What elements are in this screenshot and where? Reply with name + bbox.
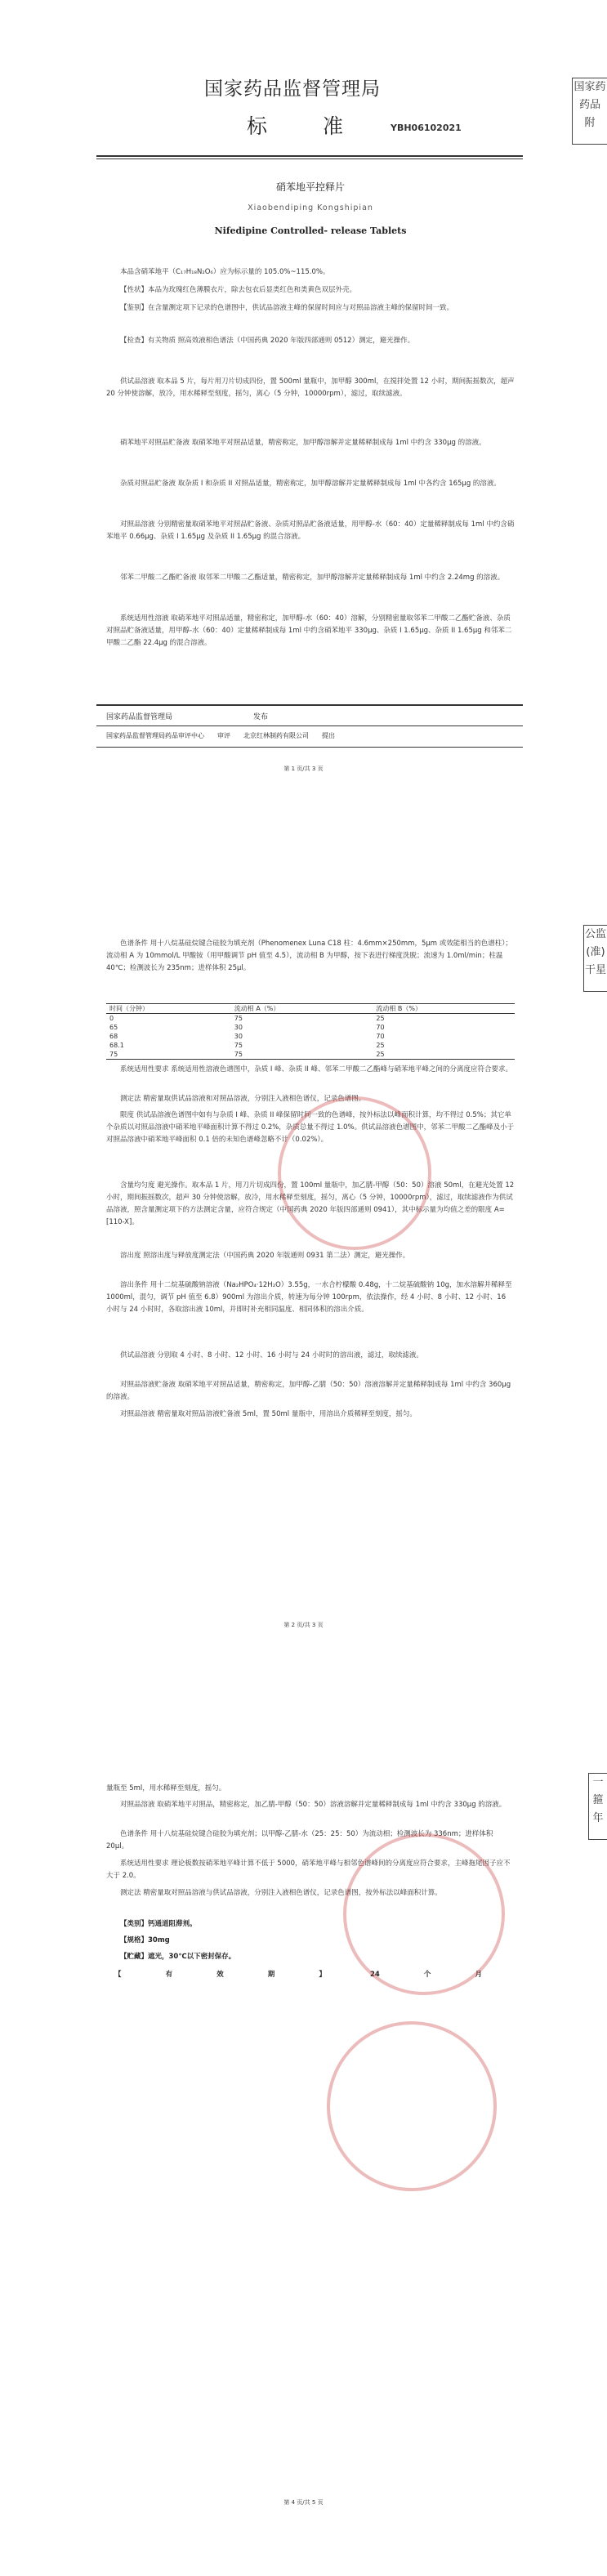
reference-stock-paragraph: 硝苯地平对照品贮备液 取硝苯地平对照品适量，精密称定，加甲醇溶解并定量稀释制成每 1ml 中约含 330μg 的溶液。 [120,439,486,447]
official-seal [327,2021,497,2191]
table-cell: 0 [109,1015,114,1022]
storage-section: 【贮藏】遮光，30℃以下密封保存。 [120,1953,236,1961]
table-row [106,1050,515,1060]
validity-char-1: 有 [165,1971,173,1979]
page-number-3: 第 4 页/共 5 页 [283,2499,324,2506]
assay-chromatographic-conditions: 色谱条件 用十八烷基硅烷键合硅胶为填充剂；以甲醇-乙腈-水（25：25：50）为流动相；检测波长为 336nm；进样体积 20μl。 [106,1830,493,1851]
title-chinese: 硝苯地平控释片 [275,181,345,193]
standard-label: 标 准 [247,114,368,138]
page-number-1: 第 1 页/共 3 页 [283,766,324,772]
review-row: 国家药品监督管理局药品审评中心 审评 北京红林制药有限公司 提出 [106,732,335,739]
assay-system-suitability: 系统适用性要求 理论板数按硝苯地平峰计算不低于 5000，硝苯地平峰与相邻色谱峰间的分离度应符合要求，主峰拖尾因子应不大于 2.0。 [106,1859,511,1880]
validity-number: 24 [369,1971,380,1979]
issuer-rule-3 [96,747,523,748]
table-cell: 70 [376,1024,385,1031]
validity-char-2: 效 [216,1971,224,1979]
category-section: 【类别】钙通道阻滞剂。 [120,1920,197,1928]
table-cell: 25 [376,1015,385,1022]
table-cell: 70 [376,1033,385,1040]
header-rule-thin [96,158,523,159]
limit-paragraph: 限度 供试品溶液色谱图中如有与杂质 I 峰、杂质 II 峰保留时间一致的色谱峰，按外标法以峰面积计算，均不得过 0.5%；其它单个杂质以对照品溶液中硝苯地平峰面积计算不得过 0.2%，杂质总量不得过 1.0%。供试品溶液色谱图中，邻苯二甲酸二乙酯峰及小于对照品溶液中硝苯地平峰面积 0.1 倍的未知色谱峰忽略不计（0.02%）。 [106,1111,515,1144]
validity-open-bracket: 【 [114,1971,122,1979]
determination-method: 测定法 精密量取供试品溶液和对照品溶液，分别注入液相色谱仪，记录色谱图。 [120,1095,366,1103]
properties-section: 【性状】本品为玫瑰红色薄膜衣片，除去包衣后显类红色和类黄色双层外壳。 [120,286,357,294]
impurity-stock-paragraph: 杂质对照品贮备液 取杂质 I 和杂质 II 对照品适量，精密称定，加甲醇溶解并定量稀释制成每 1ml 中各约含 165μg 的溶液。 [120,480,501,488]
continued-paragraph: 量瓶至 5ml，用水稀释至刻度，摇匀。 [106,1784,226,1792]
table-cell: 75 [234,1042,243,1049]
table-row [106,1023,515,1032]
document-page-3 [0,1735,607,2576]
table-cell: 25 [373,1050,515,1060]
system-suitability-paragraph: 系统适用性溶液 取硝苯地平对照品适量，精密称定，加甲醇-水（60：40）溶解，分别精密量取邻苯二甲酸二乙酯贮备液、杂质对照品贮备液适量，用甲醇-水（60：40）定量稀释制成每 1ml 中约含硝苯地平 330μg、杂质 I 1.65μg、杂质 II 1.65μg 和邻苯二甲酸二乙酯 22.4μg 的混合溶液。 [106,614,512,647]
chromatographic-conditions: 色谱条件 用十八烷基硅烷键合硅胶为填充剂（Phenomenex Luna C18 柱：4.6mm×250mm，5μm 或效能相当的色谱柱）；流动相 A 为 10mmol/L 甲酸铵（用甲酸调节 pH 值至 4.5），流动相 B 为甲醇，按下表进行梯度洗脱；流速为 1.0ml/min；柱温 40℃；检测波长为 235nm；进样体积 25μl。 [106,940,513,972]
content-uniformity-paragraph: 含量均匀度 避光操作。取本品 1 片，用刀片切成四份，置 100ml 量瓶中，加乙腈-甲醇（50：50）溶液 50ml，在避光处置 12 小时，期间振摇数次，超声 30 分钟使溶解，放冷，用水稀释至刻度，摇匀，离心（5 分钟，10000rpm），滤过，取续滤液作为供试品溶液，照含量测定项下的方法测定含量，应符合规定（中国药典 2020 年版四部通则 0941），其中标示量为均值之差的限度 A=[110-X]。 [106,1181,515,1226]
table-header-cell: 流动相 A（%） [231,1004,373,1014]
table-cell: 68 [109,1033,118,1040]
test-solution-paragraph: 供试品溶液 取本品 5 片，每片用刀片切成四份，置 500ml 量瓶中，加甲醇 300ml，在搅拌处置 12 小时，期间振摇数次，超声 20 分钟使溶解，放冷，用水稀释至刻度，摇匀，离心（5 分钟，10000rpm），滤过，取续滤液。 [106,377,515,398]
issuer-rule-2 [96,725,523,726]
page-number-2: 第 2 页/共 3 页 [283,1622,324,1628]
table-row [106,1014,515,1024]
table-cell: 75 [231,1050,373,1060]
validity-unit-2: 月 [475,1971,482,1979]
page-separator [0,817,607,859]
identification-section: 【鉴别】在含量测定项下记录的色谱图中，供试品溶液主峰的保留时间应与对照品溶液主峰的保留时间一致。 [120,304,454,312]
official-seal [278,1096,431,1250]
dissolution-reference-solution: 对照品溶液 精密量取对照品溶液贮备液 5ml，置 50ml 量瓶中，用溶出介质稀释至刻度，摇匀。 [120,1410,417,1418]
validity-char-3: 期 [267,1971,275,1979]
table-row [106,1041,515,1050]
official-seal [343,1833,505,1995]
content-statement: 本品含硝苯地平（C₁₇H₁₈N₂O₆）应为标示量的 105.0%~115.0%。 [120,268,330,276]
issuer-rule [96,704,523,706]
page-separator [0,1693,607,1735]
table-header-cell: 流动相 B（%） [373,1004,515,1014]
table-cell: 30 [234,1024,243,1031]
document-page-2 [0,859,607,1693]
table-header-cell: 时间（分钟） [106,1004,231,1014]
table-cell: 25 [376,1042,385,1049]
header-rule [96,155,523,157]
issuer-action: 发布 [253,713,269,721]
table-header-row [106,1004,515,1014]
document-page-1 [0,0,607,817]
dep-stock-paragraph: 邻苯二甲酸二乙酯贮备液 取邻苯二甲酸二乙酯适量，精密称定，加甲醇溶解并定量稀释制成每 1ml 中约含 2.24mg 的溶液。 [120,574,505,582]
table-cell: 30 [234,1033,243,1040]
validity-unit-1: 个 [423,1971,431,1979]
examination-section: 【检查】有关物质 照高效液相色谱法（中国药典 2020 年版四部通则 0512）测定，避光操作。 [120,337,415,345]
specification-section: 【规格】30mg [120,1936,170,1944]
validity-close-bracket: 】 [319,1971,326,1979]
table-row [106,1032,515,1041]
side-tab: 一 箍 年 [588,1773,607,1840]
standard-code: YBH06102021 [391,123,462,133]
table-cell: 75 [234,1015,243,1022]
title-pinyin: Xiaobendiping Kongshipian [248,203,373,212]
issuer-name: 国家药品监督管理局 [106,713,173,721]
title-english: Nifedipine Controlled- release Tablets [214,225,407,236]
side-tab: 国家药 药品 附 [572,78,607,145]
dissolution-reference-stock: 对照品溶液贮备液 取硝苯地平对照品适量，精密称定，加甲醇-乙腈（50：50）溶液溶解并定量稀释制成每 1ml 中约含 360μg 的溶液。 [106,1381,511,1401]
issuing-organization: 国家药品监督管理局 [204,78,381,100]
gradient-table [106,1003,515,1060]
reference-solution-paragraph: 对照品溶液 分别精密量取硝苯地平对照品贮备液、杂质对照品贮备液适量，用甲醇-水（60：40）定量稀释制成每 1ml 中约含硝苯地平 0.66μg、杂质 I 1.65μg 及杂质 II 1.65μg 的混合溶液。 [106,520,515,541]
dissolution-conditions: 溶出条件 用十二烷基硫酸钠溶液（Na₂HPO₄·12H₂O）3.55g，一水合柠檬酸 0.48g，十二烷基硫酸钠 10g，加水溶解并稀释至 1000ml，混匀，调节 pH 值至 6.8）900ml 为溶出介质，转速为每分钟 100rpm，依法操作，经 4 小时、8 小时、12 小时、16 小时与 24 小时时，各取溶出液 10ml，并即时补充相同温度、相同体积的溶出介质。 [106,1281,512,1314]
side-tab: 公监 (准) 干星 [583,925,607,992]
assay-reference-solution: 对照品溶液 取硝苯地平对照品，精密称定，加乙腈-甲醇（50：50）溶液溶解并定量稀释制成每 1ml 中约含 330μg 的溶液。 [120,1801,507,1809]
assay-determination: 测定法 精密量取对照品溶液与供试品溶液，分别注入液相色谱仪，记录色谱图，按外标法以峰面积计算。 [120,1889,442,1897]
table-cell: 68.1 [109,1042,124,1049]
issuer-row [106,711,515,721]
system-suitability-requirement: 系统适用性要求 系统适用性溶液色谱图中，杂质 I 峰、杂质 II 峰、邻苯二甲酸二乙酯峰与硝苯地平峰之间的分离度应符合要求。 [120,1065,513,1074]
table-cell: 75 [106,1050,231,1060]
dissolution-test-solution: 供试品溶液 分别取 4 小时、8 小时、12 小时、16 小时与 24 小时时的溶出液，滤过，取续滤液。 [120,1351,423,1359]
dissolution-paragraph: 溶出度 照溶出度与释放度测定法（中国药典 2020 年版通则 0931 第二法）测定，避光操作。 [120,1252,410,1260]
table-cell: 65 [109,1024,118,1031]
